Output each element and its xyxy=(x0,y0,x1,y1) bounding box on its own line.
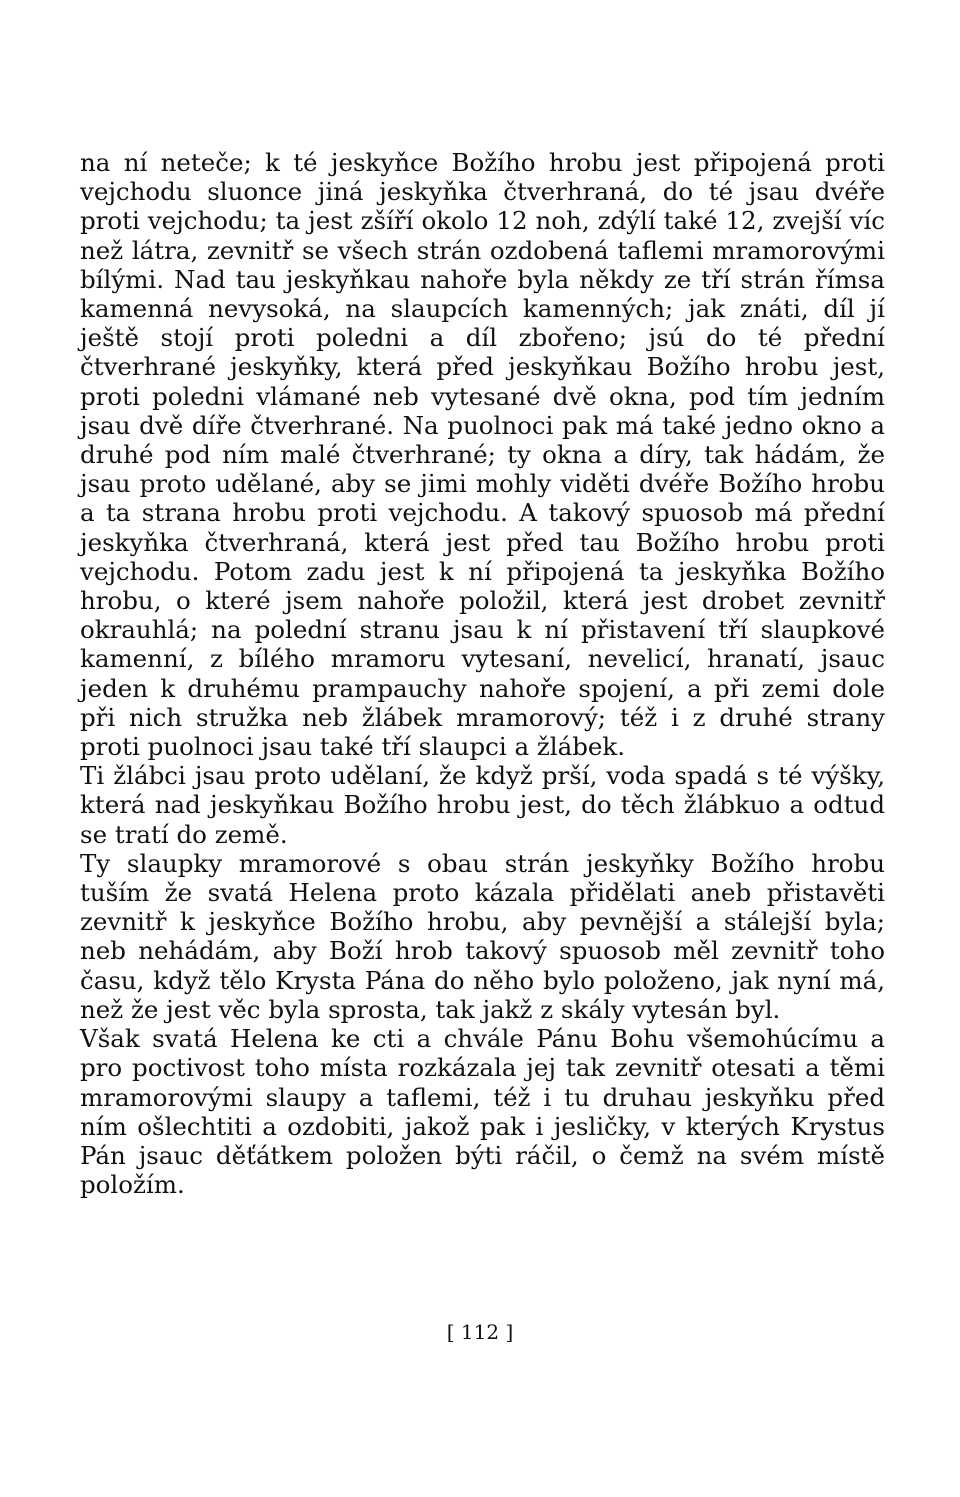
paragraph-1: na ní neteče; k té jeskyňce Božího hrobu jest připojená proti vejchodu sluonce jiná jeskyňka čtverhraná, do té jsau dvéře proti vejchodu; ta jest zšíří okolo 12 noh, zdýlí také 12, zvejší víc než látra, zevnitř se všech strán ozdobená taflemi mramorovými bílými. Nad tau jeskyňkau nahoře byla někdy ze tří strán římsa kamenná nevysoká, na slaupcích kamenných; jak znáti, díl jí ještě stojí proti poledni a díl zbořeno; jsú do té přední čtverhrané jeskyňky, která před jeskyňkau Božího hrobu jest, proti poledni vlámané neb vytesané dvě okna, pod tím jedním jsau dvě díře čtverhrané. Na puolnoci pak má také jedno okno a druhé pod ním malé čtverhrané; ty okna a díry, tak hádám, že jsau proto udělané, aby se jimi mohly viděti dvéře Božího hrobu a ta strana hrobu proti vejchodu. A takový spuosob má přední jeskyňka čtverhraná, která jest před tau Božího hrobu proti vejchodu. Potom zadu jest k ní připojená ta jeskyňka Božího hrobu, o které jsem nahoře položil, která jest drobet zevnitř okrauhlá; na polední stranu jsau k ní přistavení tří slaupkové kamenní, z bílého mramoru vytesaní, nevelicí, hranatí, jsauc jeden k druhému prampauchy nahoře spojení, a při zemi dole při nich stružka neb žlábek mramorový; též i z druhé strany proti puolnoci jsau také tří slaupci a žlábek. xyxy=(80,148,885,762)
page-number: [ 112 ] xyxy=(446,1320,514,1344)
paragraph-4: Však svatá Helena ke cti a chvále Pánu Bohu všemohúcímu a pro poctivost toho místa rozkázala jej tak zevnitř otesati a těmi mramorovými slaupy a taflemi, též i tu druhau jeskyňku před ním ošlechtiti a ozdobiti, jakož pak i jesličky, v kterých Krystus Pán jsauc děťátkem položen býti ráčil, o čemž na svém místě položím. xyxy=(80,1024,885,1200)
page-body xyxy=(80,148,885,1199)
paragraph-2: Ti žlábci jsau proto udělaní, že když prší, voda spadá s té výšky, která nad jeskyňkau Božího hrobu jest, do těch žlábkuo a odtud se tratí do země. xyxy=(80,761,885,849)
paragraph-3: Ty slaupky mramorové s obau strán jeskyňky Božího hrobu tuším že svatá Helena proto kázala přidělati aneb přistavěti zevnitř k jeskyňce Božího hrobu, aby pevnější a stálejší byla; neb nehádám, aby Boží hrob takový spuosob měl zevnitř toho času, když tělo Krysta Pána do něho bylo položeno, jak nyní má, než že jest věc byla sprosta, tak jakž z skály vytesán byl. xyxy=(80,848,885,1024)
